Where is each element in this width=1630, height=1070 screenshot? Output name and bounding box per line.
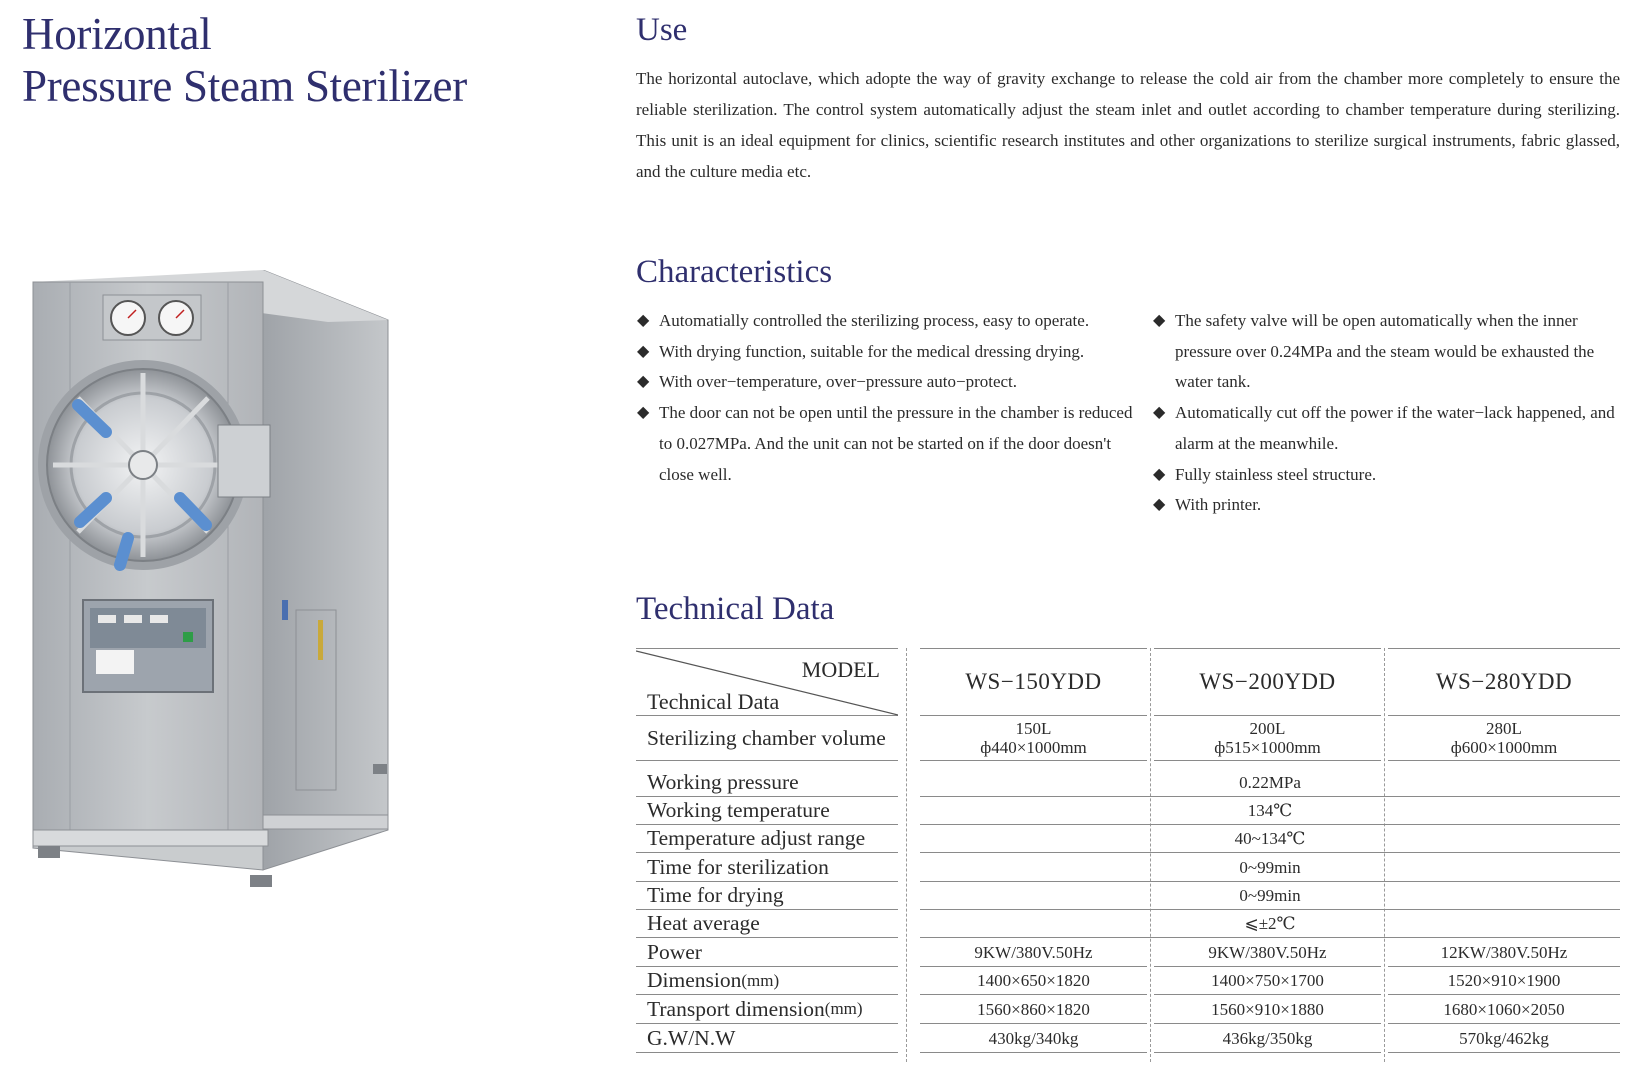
characteristics-right-list	[1152, 306, 1624, 521]
table-cell: 1520×910×1900	[1388, 967, 1620, 995]
row-label-unit: (mm)	[824, 999, 863, 1018]
row-label: Heat average	[636, 910, 898, 938]
table-row	[636, 910, 1620, 938]
chamber-dimension: ф600×1000mm	[1450, 738, 1558, 757]
table-cell: 1560×860×1820	[920, 995, 1147, 1024]
table-cell: 1400×750×1700	[1154, 967, 1381, 995]
table-cell: 0~99min	[920, 853, 1620, 882]
diamond-bullet-icon: ◆	[637, 312, 650, 329]
chamber-dimension: ф515×1000mm	[1214, 738, 1321, 757]
characteristic-text: With over−temperature, over−pressure auto−protect.	[659, 372, 1018, 392]
volume-capacity: 150L	[1015, 719, 1052, 738]
row-label: Time for drying	[636, 882, 898, 910]
characteristic-item	[636, 367, 1136, 398]
sterilizer-illustration	[28, 270, 418, 930]
row-label-unit: (mm)	[741, 970, 780, 990]
row-label-text: Dimension	[647, 968, 742, 992]
volume-capacity: 200L	[1249, 719, 1286, 738]
chamber-dimension: ф440×1000mm	[980, 738, 1087, 757]
characteristic-item	[1152, 490, 1624, 521]
table-cell: 1400×650×1820	[920, 967, 1147, 995]
use-heading: Use	[636, 12, 688, 48]
table-header-row	[636, 648, 1620, 716]
technical-data-heading: Technical Data	[636, 591, 835, 627]
table-cell: 570kg/462kg	[1388, 1024, 1620, 1053]
characteristic-item	[636, 398, 1136, 490]
row-label: Power	[636, 938, 898, 967]
row-label: Working pressure	[636, 768, 898, 797]
row-label-text: Transport dimension	[647, 996, 825, 1021]
row-label: Time for sterilization	[636, 853, 898, 882]
characteristic-item	[1152, 306, 1624, 398]
table-cell	[920, 716, 1147, 761]
diamond-bullet-icon: ◆	[637, 342, 650, 360]
table-cell	[1154, 716, 1381, 761]
table-row	[636, 882, 1620, 910]
table-cell: 1680×1060×2050	[1388, 995, 1620, 1024]
table-row	[636, 853, 1620, 882]
table-cell: 0~99min	[920, 882, 1620, 910]
characteristic-text: With drying function, suitable for the medical dressing drying.	[659, 341, 1085, 361]
table-cell: 1560×910×1880	[1154, 995, 1381, 1024]
model-name: WS−280YDD	[1435, 669, 1573, 694]
sterilizer-product-image	[28, 270, 418, 930]
model-name: WS−200YDD	[1199, 669, 1336, 694]
table-row	[636, 825, 1620, 853]
table-row	[636, 938, 1620, 967]
table-row	[636, 716, 1620, 761]
diamond-bullet-icon: ◆	[637, 404, 650, 422]
diamond-bullet-icon: ◆	[637, 373, 650, 391]
characteristic-text: Fully stainless steel structure.	[1175, 464, 1377, 484]
table-corner-cell	[636, 648, 898, 716]
diamond-bullet-icon: ◆	[1153, 404, 1166, 422]
characteristic-text: With printer.	[1175, 495, 1262, 515]
characteristic-text: Automatically cut off the power if the water−lack happened, and alarm at the meanwhile.	[1175, 403, 1615, 453]
table-row	[636, 768, 1620, 797]
row-label: Sterilizing chamber volume	[636, 716, 898, 761]
use-paragraph: The horizontal autoclave, which adopte the way of gravity exchange to release the cold air from the chamber more completely to ensure the reliable sterilization. The control system automatically adjust the steam inlet and outlet according to chamber temperature during sterilizing. This unit is an ideal equipment for clinics, scientific research institutes and other organizations to sterilize surgical instruments, fabric glassed, and the culture media etc.	[636, 69, 1620, 181]
page-title	[22, 8, 467, 112]
characteristic-item	[1152, 460, 1624, 491]
technical-data-table	[636, 648, 1620, 1062]
row-label	[636, 995, 898, 1024]
title-line-2: Pressure Steam Sterilizer	[22, 61, 467, 111]
table-cell: 9KW/380V.50Hz	[920, 938, 1147, 967]
characteristic-item	[1152, 398, 1624, 459]
diamond-bullet-icon: ◆	[1153, 312, 1166, 329]
diamond-bullet-icon: ◆	[1153, 465, 1166, 483]
corner-technical-label: Technical Data	[647, 689, 780, 714]
model-cell	[920, 648, 1147, 716]
characteristic-text: Automatially controlled the sterilizing process, easy to operate.	[659, 311, 1090, 330]
table-row	[636, 995, 1620, 1024]
characteristic-text: The door can not be open until the pressure in the chamber is reduced to 0.027MPa. And the unit can not be started on if the door doesn't close well.	[659, 403, 1133, 484]
title-line-1: Horizontal	[22, 9, 212, 59]
characteristic-item	[636, 337, 1136, 368]
model-name: WS−150YDD	[965, 669, 1102, 694]
table-cell: 12KW/380V.50Hz	[1388, 938, 1620, 967]
model-cell	[1154, 648, 1381, 716]
row-label: Working temperature	[636, 797, 898, 825]
volume-capacity: 280L	[1486, 719, 1522, 738]
table-row	[636, 967, 1620, 995]
row-label: Temperature adjust range	[636, 825, 898, 853]
table-cell: 436kg/350kg	[1154, 1024, 1381, 1053]
table-row	[636, 1024, 1620, 1053]
row-label: G.W/N.W	[636, 1024, 898, 1053]
characteristic-item	[636, 306, 1136, 337]
table-cell: ⩽±2℃	[920, 910, 1620, 938]
table-cell: 40~134℃	[920, 825, 1620, 853]
table-cell: 0.22MPa	[920, 768, 1620, 797]
table-cell: 134℃	[920, 797, 1620, 825]
characteristics-left-list	[636, 306, 1136, 490]
row-label	[636, 967, 898, 995]
characteristics-heading: Characteristics	[636, 254, 833, 290]
model-cell	[1388, 648, 1620, 716]
diamond-bullet-icon: ◆	[1153, 496, 1166, 514]
corner-model-label: MODEL	[801, 657, 880, 682]
table-cell: 430kg/340kg	[920, 1024, 1147, 1053]
table-cell: 9KW/380V.50Hz	[1154, 938, 1381, 967]
characteristic-text: The safety valve will be open automatically when the inner pressure over 0.24MPa and the steam would be exhausted the water tank.	[1175, 311, 1595, 392]
table-cell	[1388, 716, 1620, 761]
table-row	[636, 797, 1620, 825]
